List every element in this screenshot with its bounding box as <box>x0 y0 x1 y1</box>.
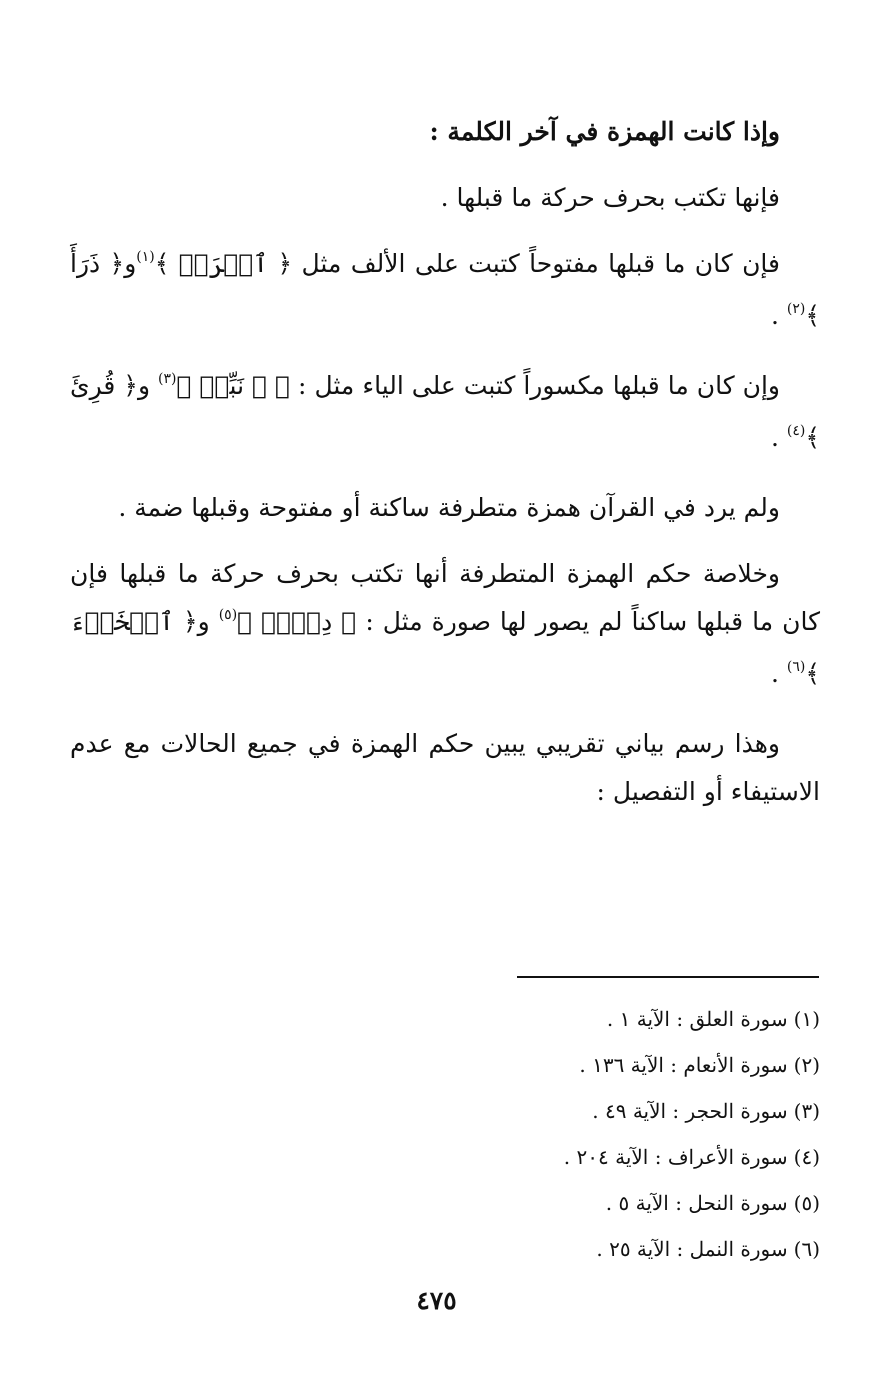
paragraph-3-text: وإن كان ما قبلها مكسوراً كتبت على الياء مثل : <box>298 371 780 400</box>
footnote-item <box>400 1042 820 1088</box>
conjunction: و <box>137 371 151 400</box>
footnote-item <box>400 1134 820 1180</box>
paragraph-6: وهذا رسم بياني تقريبي يبين حكم الهمزة في جميع الحالات مع عدم الاستيفاء أو التفصيل : <box>70 729 820 806</box>
footnote-number: (٦) <box>793 1237 820 1261</box>
main-text <box>70 108 820 834</box>
paragraph-1: فإنها تكتب بحرف حركة ما قبلها . <box>440 183 780 212</box>
footnote-ref-2: (٢) <box>786 301 806 317</box>
footnote-item <box>400 996 820 1042</box>
paragraph-5 <box>70 550 820 702</box>
paragraph-3 <box>70 362 820 466</box>
footnote-text: سورة النمل : الآية ٢٥ . <box>596 1237 788 1261</box>
footnote-item <box>400 1226 820 1272</box>
quran-word-dif: ﴿ دِفۡءٞ ﴾ <box>237 607 357 636</box>
quran-word-iqra: ﴿ ٱقۡرَأۡ ﴾ <box>154 249 293 278</box>
footnote-item <box>400 1180 820 1226</box>
quran-word-khab: ﴿ ٱلۡخَبۡءَ ﴾ <box>70 607 820 688</box>
footnote-number: (٣) <box>793 1099 820 1123</box>
quran-word-dhara: ﴿ ذَرَأَ ﴾ <box>70 249 820 330</box>
conjunction: و <box>197 607 210 636</box>
quran-word-nabbi: ﴿ ۞ نَبِّئۡ ﴾ <box>176 371 291 400</box>
footnote-number: (١) <box>793 1007 820 1031</box>
footnote-item <box>400 1088 820 1134</box>
footnote-ref-6: (٦) <box>786 659 806 675</box>
section-heading: وإذا كانت الهمزة في آخر الكلمة : <box>429 117 780 146</box>
footnote-ref-4: (٤) <box>786 423 806 439</box>
footnote-text: سورة النحل : الآية ٥ . <box>605 1191 788 1215</box>
footnote-text: سورة الأنعام : الآية ١٣٦ . <box>579 1053 788 1077</box>
footnote-ref-1: (١) <box>136 249 155 265</box>
paragraph-5-text: وخلاصة حكم الهمزة المتطرفة أنها تكتب بحرف حركة ما قبلها فإن كان ما قبلها ساكناً لم يصور لها صورة مثل : <box>70 559 820 636</box>
quran-word-quri: ﴿ قُرِئَ ﴾ <box>70 371 820 452</box>
footnote-ref-3: (٣) <box>158 371 177 387</box>
period: . <box>770 423 779 452</box>
period: . <box>770 659 779 688</box>
footnotes <box>400 996 820 1272</box>
footnote-ref-5: (٥) <box>218 607 238 623</box>
footnote-number: (٥) <box>793 1191 820 1215</box>
page-number: ٤٧٥ <box>416 1286 457 1315</box>
period: . <box>770 301 779 330</box>
footnote-text: سورة الحجر : الآية ٤٩ . <box>592 1099 788 1123</box>
footnote-text: سورة العلق : الآية ١ . <box>606 1007 788 1031</box>
footnote-divider <box>517 976 819 978</box>
conjunction: و <box>124 249 137 278</box>
footnote-number: (٤) <box>793 1145 820 1169</box>
footnote-text: سورة الأعراف : الآية ٢٠٤ . <box>563 1145 788 1169</box>
paragraph-2 <box>70 240 820 344</box>
footnote-number: (٢) <box>793 1053 820 1077</box>
paragraph-4: ولم يرد في القرآن همزة متطرفة ساكنة أو مفتوحة وقبلها ضمة . <box>118 493 780 522</box>
paragraph-2-text: فإن كان ما قبلها مفتوحاً كتبت على الألف مثل <box>301 249 780 278</box>
